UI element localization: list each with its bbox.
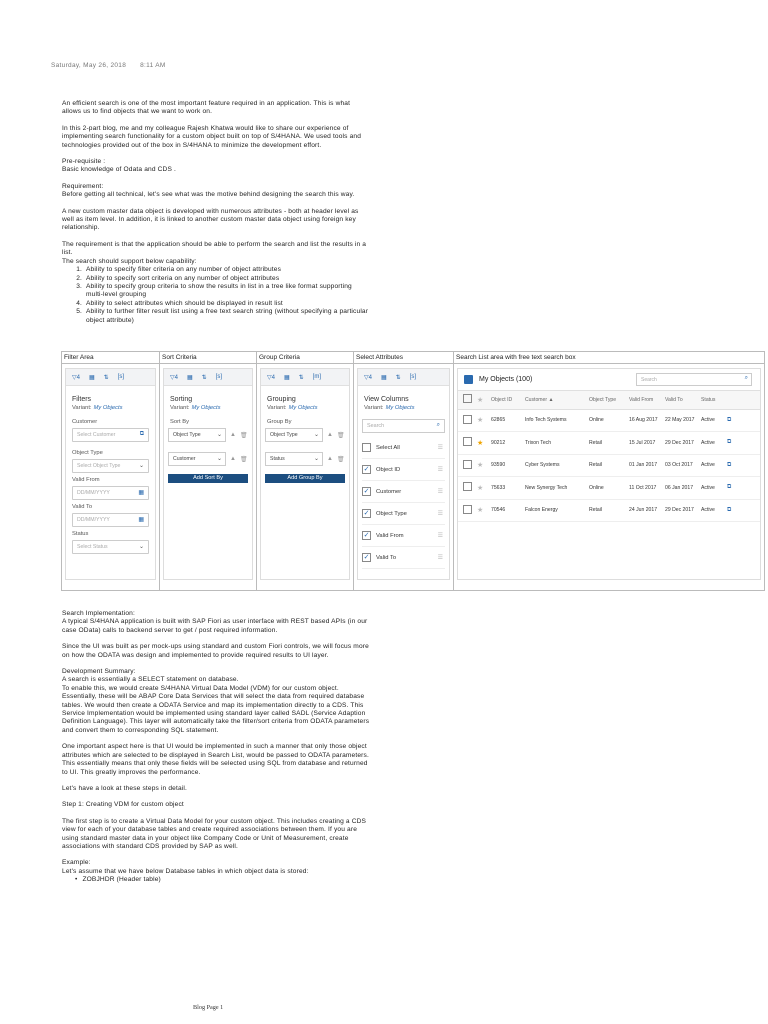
valid-to: 03 Oct 2017 <box>665 454 701 477</box>
sort-by-label: Sort By <box>170 419 190 425</box>
row-checkbox[interactable] <box>463 460 472 469</box>
table-row[interactable] <box>458 432 760 455</box>
attribute-search-input[interactable] <box>362 419 445 433</box>
selected-value: Status <box>270 456 285 462</box>
checkbox[interactable] <box>362 443 371 452</box>
star-icon[interactable]: ★ <box>477 484 484 492</box>
filter-icon[interactable]: ▽4 <box>72 374 80 381</box>
body-section <box>62 610 370 885</box>
step1-title: Step 1: Creating VDM for custom object <box>62 801 184 809</box>
page-footer: Blog Page 1 <box>193 1004 224 1011</box>
column-header[interactable]: Customer ▲ <box>525 391 589 409</box>
list-item: 2. Ability to specify sort criteria on any number of object attributes <box>84 275 370 283</box>
filter-panel <box>65 368 156 580</box>
development-title: Development Summary: <box>62 668 136 676</box>
column-header: Sort Criteria <box>160 352 256 364</box>
prereq-text: Basic knowledge of Odata and CDS . <box>62 166 176 174</box>
valid-from: 15 Jul 2017 <box>629 432 665 455</box>
filter-column <box>62 352 160 590</box>
attribute-row[interactable] <box>362 459 445 481</box>
capability-list <box>84 266 370 325</box>
group-panel <box>260 368 350 580</box>
sort-field-select[interactable] <box>168 452 226 466</box>
chevron-down-icon[interactable]: ⌄ <box>313 432 319 438</box>
implementation-title: Search Implementation: <box>62 610 135 617</box>
customer-label: Customer <box>72 419 98 425</box>
sort-row <box>168 452 248 466</box>
example-title: Example: <box>62 859 91 867</box>
attribute-row[interactable] <box>362 503 445 525</box>
toggle-s-icon[interactable]: [s] <box>215 374 223 380</box>
valid-to: 22 May 2017 <box>665 409 701 432</box>
step1-text: The first step is to create a Virtual Data Model for your custom object. This includes creating a CDS view for each of your database tables and create required associations between them. If you are using standard master data in your object like Company Code or Unit of Measurement, create associations with standard CDS provided by SAP as well. <box>62 817 367 850</box>
object-id: 90212 <box>491 432 525 455</box>
star-icon[interactable]: ★ <box>477 507 484 515</box>
customer-link[interactable]: New Synergy Tech <box>525 477 589 500</box>
valid-from-input[interactable] <box>72 486 149 500</box>
list-item: • ZOBJHDR (Header table) <box>84 876 370 884</box>
grid-icon[interactable]: ▦ <box>283 374 290 381</box>
delete-icon[interactable]: 🗑 <box>239 432 248 439</box>
attribute-label: Object Type <box>376 510 407 517</box>
copy-icon[interactable]: ⧉ <box>727 416 732 423</box>
delete-icon[interactable]: 🗑 <box>239 456 248 463</box>
prereq-title: Pre-requisite : <box>62 158 106 166</box>
panel-title: Grouping <box>267 396 296 403</box>
placeholder: DD/MM/YYYY <box>77 517 110 523</box>
group-by-label: Group By <box>267 419 292 425</box>
object-type: Retail <box>589 499 629 522</box>
group-row <box>265 428 345 442</box>
filter-icon[interactable]: ▽4 <box>364 374 372 381</box>
object-type: Online <box>589 409 629 432</box>
star-icon[interactable]: ★ <box>477 462 484 470</box>
table-row[interactable] <box>458 454 760 477</box>
grid-icon[interactable]: ▦ <box>380 374 387 381</box>
sort-row <box>168 428 248 442</box>
selected-value: Object Type <box>270 432 298 438</box>
attribute-label: Select All <box>376 444 400 451</box>
sort-direction-icon[interactable]: ▲ <box>230 432 236 438</box>
calendar-icon[interactable]: ▦ <box>138 517 144 523</box>
filter-icon[interactable]: ▽4 <box>170 374 178 381</box>
placeholder: Search <box>367 423 385 429</box>
variant-value[interactable]: My Objects <box>93 405 123 411</box>
search-icon[interactable]: ⌕ <box>744 375 748 381</box>
filter-count: 4 <box>76 374 80 381</box>
star-icon: ★ <box>477 396 484 404</box>
attribute-label: Valid To <box>376 554 397 561</box>
copy-icon[interactable]: ⧉ <box>727 461 732 468</box>
ui-text: Since the UI was built as per mock-ups using standard and custom Fiori controls, we will focus more on how the ODATA was design and implemented to provide required results to UI layer. <box>62 643 369 659</box>
checkbox[interactable]: ✓ <box>363 554 370 561</box>
chevron-down-icon[interactable]: ⌄ <box>313 456 319 462</box>
filter-count: 4 <box>368 374 372 381</box>
drag-handle-icon[interactable]: ☰ <box>437 445 443 451</box>
variant <box>170 405 252 411</box>
group-field-select[interactable] <box>265 452 323 466</box>
variant-value[interactable]: My Objects <box>288 405 318 411</box>
timestamp <box>51 62 166 69</box>
drag-handle-icon[interactable]: ☰ <box>437 555 443 561</box>
add-group-button[interactable]: Add Group By <box>265 474 345 483</box>
toggle-m-icon[interactable]: [m] <box>312 374 322 380</box>
variant-value[interactable]: My Objects <box>191 405 221 411</box>
steps-text: Let's have a look at these steps in detail. <box>62 784 188 792</box>
status: Active <box>701 499 727 522</box>
object-type: Retail <box>589 454 629 477</box>
implementation-text: A typical S/4HANA application is built with SAP Fiori as user interface with REST based APIs (in our case OData) calls to backend server to get / post required information. <box>62 618 368 634</box>
variant <box>72 405 155 411</box>
table-row[interactable] <box>458 477 760 500</box>
status-label: Status <box>72 531 89 537</box>
panel-toolbar <box>66 369 155 386</box>
status: Active <box>701 477 727 500</box>
list-item: 3. Ability to specify group criteria to show the results in list in a tree like format supporting multi-level grouping <box>84 283 370 300</box>
list-item: 1. Ability to specify filter criteria on any number of object attributes <box>84 266 370 274</box>
attribute-label: Valid From <box>376 532 404 539</box>
sort-panel <box>163 368 253 580</box>
panel-toolbar <box>164 369 252 386</box>
drag-handle-icon[interactable]: ☰ <box>437 511 443 517</box>
valid-to-label: Valid To <box>72 504 93 510</box>
column-header: Search List area with free text search box <box>454 352 764 364</box>
variant <box>364 405 449 411</box>
attribute-row[interactable] <box>362 437 445 459</box>
placeholder: Select Object Type <box>77 463 121 469</box>
attribute-row[interactable] <box>362 481 445 503</box>
valid-to: 06 Jan 2017 <box>665 477 701 500</box>
important-text: One important aspect here is that UI would be implemented in such a manner that only those object attributes which are selected to be displayed in Search List, would be passed to ODATA parameters. This essentially means that only these fields will be selected using SQL from database and returned to UI. This greatly improves the performance. <box>62 743 369 776</box>
attributes-panel <box>357 368 450 580</box>
customer-link[interactable]: Trixon Tech <box>525 432 589 455</box>
filter-icon[interactable]: ▽4 <box>267 374 275 381</box>
intro-paragraph-3: A new custom master data object is developed with numerous attributes - both at header level as well as item level. In addition, it is linked to another custom master data object using foreign key relationship. <box>62 207 359 232</box>
list-header <box>458 369 760 391</box>
variant-label: Variant: <box>72 405 92 411</box>
table-row[interactable] <box>458 409 760 432</box>
drag-handle-icon[interactable]: ☰ <box>437 533 443 539</box>
row-checkbox[interactable] <box>463 415 472 424</box>
intro-paragraph-2: In this 2-part blog, me and my colleague Rajesh Khatwa would like to share our experience of implementing search functionality for a custom object built on top of S/4HANA. We used tools and technologies provided out of the box in S/4HANA to minimize the development effort. <box>62 124 362 149</box>
app-icon <box>464 375 473 384</box>
chevron-down-icon[interactable]: ⌄ <box>216 456 222 462</box>
placeholder: Select Customer <box>77 432 116 438</box>
copy-icon[interactable]: ⧉ <box>727 484 732 491</box>
copy-icon[interactable]: ⧉ <box>727 506 732 513</box>
copy-icon[interactable]: ⧉ <box>727 439 732 446</box>
checkbox[interactable]: ✓ <box>363 466 370 473</box>
status: Active <box>701 432 727 455</box>
column-header[interactable]: Valid To <box>665 391 701 409</box>
selected-value: Object Type <box>173 432 201 438</box>
valid-from: 01 Jan 2017 <box>629 454 665 477</box>
object-id: 70546 <box>491 499 525 522</box>
toggle-s-icon[interactable]: [s] <box>409 374 417 380</box>
grid-icon[interactable]: ▦ <box>186 374 193 381</box>
attribute-row[interactable] <box>362 547 445 569</box>
results-table <box>458 391 760 522</box>
list-item: 4. Ability to select attributes which should be displayed in result list <box>84 300 370 308</box>
row-checkbox[interactable] <box>463 482 472 491</box>
valid-to: 29 Dec 2017 <box>665 499 701 522</box>
placeholder: Select Status <box>77 544 108 550</box>
example-text: Let's assume that we have below Database tables in which object data is stored: <box>62 867 309 875</box>
variant-value[interactable]: My Objects <box>385 405 415 411</box>
attribute-label: Object ID <box>376 466 401 473</box>
column-header[interactable]: Valid From <box>629 391 665 409</box>
table-row[interactable] <box>458 499 760 522</box>
row-checkbox[interactable] <box>463 437 472 446</box>
valid-from: 16 Aug 2017 <box>629 409 665 432</box>
development-text-1: A search is essentially a SELECT statement on database. <box>62 676 239 684</box>
list-title: My Objects (100) <box>479 376 533 383</box>
placeholder: Search <box>641 377 657 383</box>
placeholder: DD/MM/YYYY <box>77 490 110 496</box>
variant-label: Variant: <box>170 405 190 411</box>
sort-icon[interactable]: ⇅ <box>103 374 109 381</box>
intro-paragraph-5: The search should support below capability: <box>62 257 197 265</box>
checkbox[interactable]: ✓ <box>363 488 370 495</box>
filter-count: 4 <box>271 374 275 381</box>
delete-icon[interactable]: 🗑 <box>336 456 345 463</box>
grid-icon[interactable]: ▦ <box>88 374 95 381</box>
search-list-column <box>454 352 764 590</box>
favorite-star-icon[interactable]: ★ <box>477 439 484 447</box>
requirement-title: Requirement: <box>62 182 104 190</box>
panel-title: Sorting <box>170 396 193 403</box>
attribute-row[interactable] <box>362 525 445 547</box>
chevron-down-icon[interactable]: ⌄ <box>216 432 222 438</box>
column-header[interactable]: Object Type <box>589 391 629 409</box>
status: Active <box>701 409 727 432</box>
sort-icon[interactable]: ⇅ <box>201 374 207 381</box>
free-text-search-input[interactable] <box>636 373 752 386</box>
object-id: 93590 <box>491 454 525 477</box>
sort-icon[interactable]: ⇅ <box>298 374 304 381</box>
date-text: Saturday, May 26, 2018 <box>51 62 127 69</box>
drag-handle-icon[interactable]: ☰ <box>437 467 443 473</box>
object-type: Retail <box>589 432 629 455</box>
filter-count: 4 <box>174 374 178 381</box>
drag-handle-icon[interactable]: ☰ <box>437 489 443 495</box>
value-help-icon[interactable]: ⧉ <box>139 431 144 437</box>
customer-link[interactable]: Falcon Energy <box>525 499 589 522</box>
sort-field-select[interactable] <box>168 428 226 442</box>
intro-paragraph-4: The requirement is that the application should be able to perform the search and list the results in a list. <box>62 240 367 257</box>
selected-value: Customer <box>173 456 196 462</box>
variant-label: Variant: <box>267 405 287 411</box>
status-select[interactable] <box>72 540 149 554</box>
group-column <box>257 352 354 590</box>
column-header: Filter Area <box>62 352 159 364</box>
star-icon[interactable]: ★ <box>477 417 484 425</box>
panel-title: View Columns <box>364 396 409 403</box>
table-header-row <box>458 391 760 409</box>
checkbox[interactable]: ✓ <box>363 510 370 517</box>
column-header[interactable]: Status <box>701 391 727 409</box>
panel-title: Filters <box>72 396 92 403</box>
sort-column <box>160 352 257 590</box>
table-list <box>84 876 370 884</box>
attribute-label: Customer <box>376 488 402 495</box>
intro-paragraph-1: An efficient search is one of the most important feature required in an application. This is what allows us to find objects that we want to work on. <box>62 100 351 116</box>
sort-direction-icon[interactable]: ▲ <box>327 456 333 462</box>
list-item: 5. Ability to further filter result list using a free text search string (without specifying a particular object attribute) <box>84 308 370 325</box>
column-header: Select Attributes <box>354 352 453 364</box>
sort-direction-icon[interactable]: ▲ <box>327 432 333 438</box>
checkbox[interactable]: ✓ <box>363 532 370 539</box>
chevron-down-icon[interactable]: ⌄ <box>138 463 144 469</box>
row-checkbox[interactable] <box>463 505 472 514</box>
object-type: Online <box>589 477 629 500</box>
valid-to-input[interactable] <box>72 513 149 527</box>
group-row <box>265 452 345 466</box>
time-text: 8:11 AM <box>140 62 166 69</box>
object-type-select[interactable] <box>72 459 149 473</box>
customer-input[interactable] <box>72 428 149 442</box>
valid-from: 11 Oct 2017 <box>629 477 665 500</box>
variant-label: Variant: <box>364 405 384 411</box>
status: Active <box>701 454 727 477</box>
customer-link[interactable]: Info Tech Systems <box>525 409 589 432</box>
valid-to: 29 Dec 2017 <box>665 432 701 455</box>
column-header: Group Criteria <box>257 352 353 364</box>
customer-link[interactable]: Cyber Systems <box>525 454 589 477</box>
sort-icon[interactable]: ⇅ <box>395 374 401 381</box>
attributes-column <box>354 352 454 590</box>
intro-section <box>62 100 370 325</box>
delete-icon[interactable]: 🗑 <box>336 432 345 439</box>
object-id: 62865 <box>491 409 525 432</box>
panel-toolbar <box>261 369 349 386</box>
requirement-text: Before getting all technical, let's see what was the motive behind designing the search this way. <box>62 191 355 199</box>
calendar-icon[interactable]: ▦ <box>138 490 144 496</box>
valid-from: 24 Jun 2017 <box>629 499 665 522</box>
select-all-checkbox[interactable] <box>463 394 472 403</box>
object-id: 75633 <box>491 477 525 500</box>
group-field-select[interactable] <box>265 428 323 442</box>
add-sort-button[interactable]: Add Sort By <box>168 474 248 483</box>
sort-direction-icon[interactable]: ▲ <box>230 456 236 462</box>
object-type-label: Object Type <box>72 450 103 456</box>
chevron-down-icon[interactable]: ⌄ <box>138 544 144 550</box>
column-header[interactable]: Object ID <box>491 391 525 409</box>
toggle-s-icon[interactable]: [s] <box>117 374 125 380</box>
valid-from-label: Valid From <box>72 477 100 483</box>
search-list-panel <box>457 368 761 580</box>
variant <box>267 405 349 411</box>
search-mockup-table <box>61 351 765 591</box>
development-text-2: To enable this, we would create S/4HANA Virtual Data Model (VDM) for our custom object. Essentially, these will be ABAP Core Data Services that will select the data from required database tables. We would then create a ODATA Service and map its implementation directly to a CDS. This Service Implementation would be implemented using standard layer called SADL (Service Adaption Definition Language). This layer will automatically take the filter/sort criteria from ODATA parameters and convert them to corresponding SQL statement. <box>62 684 370 734</box>
search-icon[interactable]: ⌕ <box>436 422 440 428</box>
panel-toolbar <box>358 369 449 386</box>
